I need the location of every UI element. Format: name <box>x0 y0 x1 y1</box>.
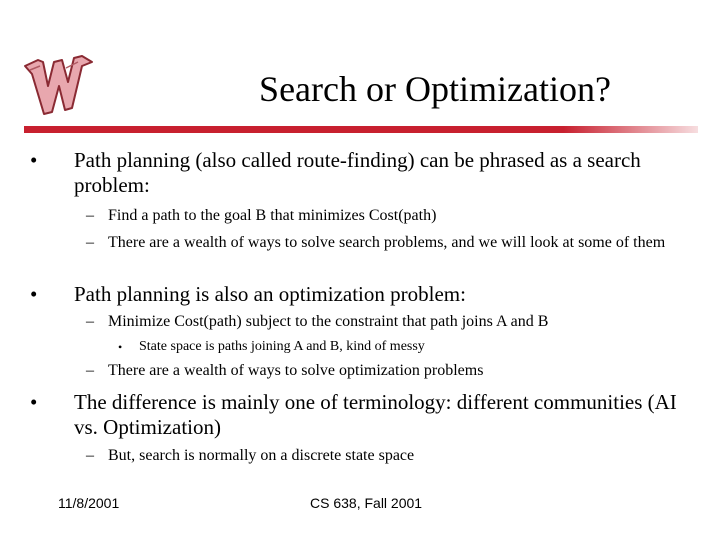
footer-course: CS 638, Fall 2001 <box>310 495 423 511</box>
bullet-1-sub-2 <box>86 233 686 253</box>
slide-title: Search or Optimization? <box>259 69 611 109</box>
bullet-1-text: Path planning (also called route-finding) can be phrased as a search problem: <box>74 148 641 197</box>
bullet-dot-small: • <box>118 340 123 354</box>
bullet-2-text: Path planning is also an optimization problem: <box>74 282 466 306</box>
bullet-dot: • <box>30 390 38 414</box>
bullet-dot: • <box>30 282 38 306</box>
bullet-2-sub-2 <box>86 361 686 381</box>
bullet-1 <box>30 148 690 198</box>
title-divider <box>24 126 698 133</box>
bullet-3-text: The difference is mainly one of terminology: different communities (AI vs. Optimization) <box>74 390 677 439</box>
sub-dash: – <box>86 207 94 224</box>
bullet-2-sub-1 <box>86 312 686 332</box>
bullet-3 <box>30 390 690 440</box>
sub-dash: – <box>86 313 94 330</box>
w-crest-logo <box>22 52 96 120</box>
sub-dash: – <box>86 234 94 251</box>
bullet-1-sub-1-text: Find a path to the goal B that minimizes Cost(path) <box>108 207 437 224</box>
bullet-2-subsub-1-text: State space is paths joining A and B, kind of messy <box>139 339 425 354</box>
bullet-3-sub-1-text: But, search is normally on a discrete state space <box>108 447 415 464</box>
bullet-3-sub-1 <box>86 446 686 466</box>
bullet-2 <box>30 282 690 307</box>
bullet-2-subsub-1 <box>118 338 678 356</box>
bullet-1-sub-1 <box>86 206 686 226</box>
bullet-2-sub-1-text: Minimize Cost(path) subject to the constraint that path joins A and B <box>108 313 549 330</box>
bullet-dot: • <box>30 148 38 172</box>
bullet-2-sub-2-text: There are a wealth of ways to solve optimization problems <box>108 362 484 379</box>
footer-date: 11/8/2001 <box>58 495 120 511</box>
sub-dash: – <box>86 447 94 464</box>
sub-dash: – <box>86 362 94 379</box>
bullet-1-sub-2-text: There are a wealth of ways to solve search problems, and we will look at some of them <box>108 234 666 251</box>
